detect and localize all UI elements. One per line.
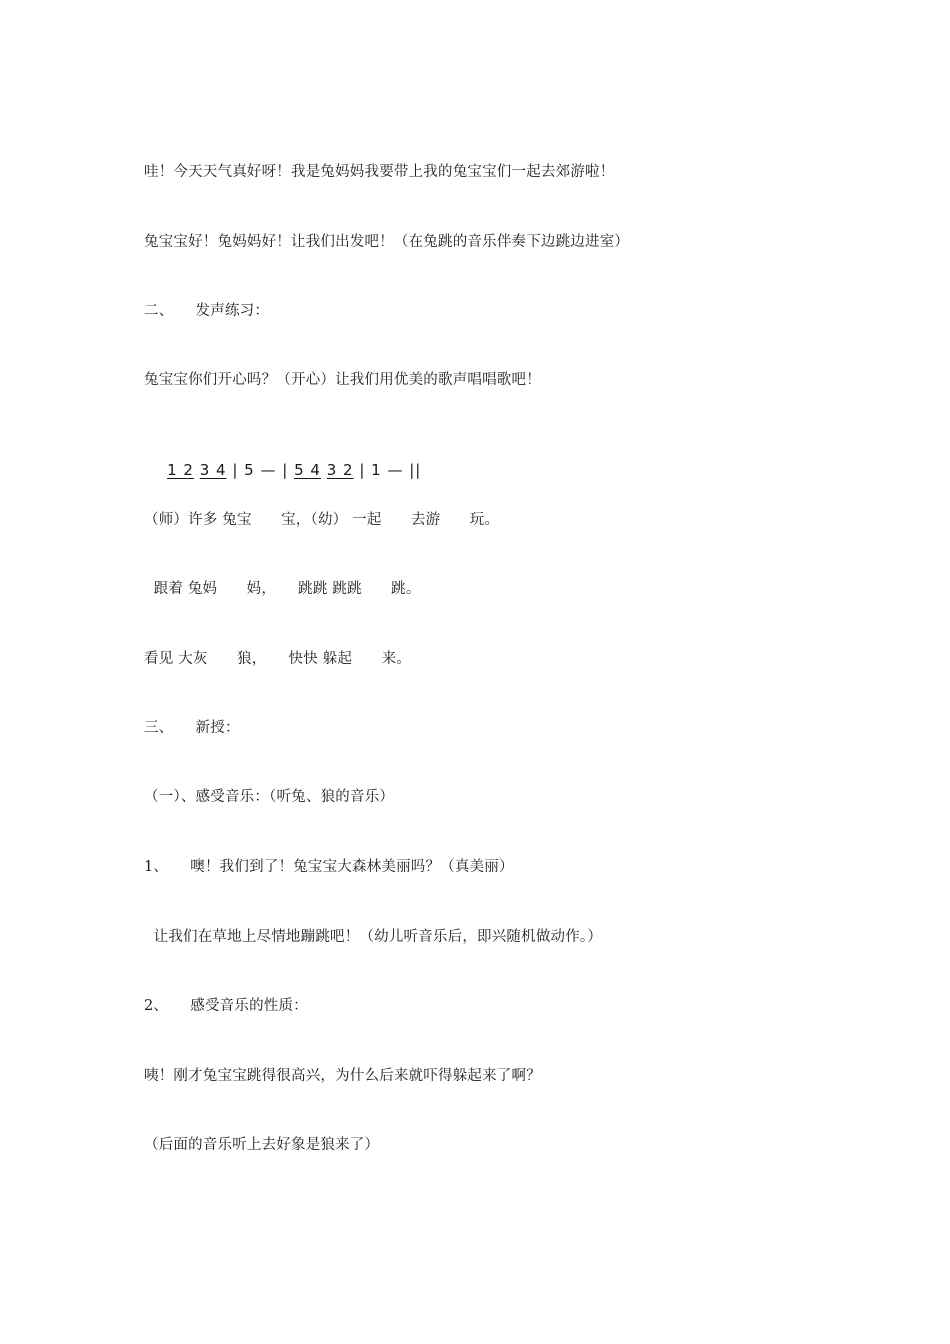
- notation-bar: | 1 — ||: [353, 461, 422, 479]
- music-notation: [144, 440, 421, 500]
- text-line: 兔宝宝好！兔妈妈好！让我们出发吧！（在兔跳的音乐伴奏下边跳边进室）: [144, 234, 630, 250]
- numbered-item: 2、 感受音乐的性质：: [144, 998, 308, 1014]
- text-line: 咦！刚才兔宝宝跳得很高兴，为什么后来就吓得躲起来了啊？: [144, 1068, 541, 1084]
- section-heading: 三、 新授：: [144, 720, 240, 736]
- notation-group: 3 4: [199, 461, 227, 479]
- text-line: 哇！今天天气真好呀！我是兔妈妈我要带上我的兔宝宝们一起去郊游啦！: [144, 164, 615, 180]
- notation-bar: | 5 — |: [226, 461, 295, 479]
- numbered-item: 1、 噢！我们到了！兔宝宝大森林美丽吗？（真美丽）: [144, 859, 514, 875]
- subsection-heading: （一）、感受音乐：（听兔、狼的音乐）: [144, 789, 395, 805]
- text-line: 让我们在草地上尽情地蹦跳吧！（幼儿听音乐后，即兴随机做动作。）: [144, 929, 603, 945]
- text-line: （后面的音乐听上去好象是狼来了）: [144, 1137, 380, 1153]
- lyric-line: （师）许多 兔宝 宝，（幼） 一起 去游 玩。: [144, 512, 500, 528]
- lyric-line: 跟着 兔妈 妈， 跳跳 跳跳 跳。: [144, 581, 421, 597]
- notation-group: 5 4: [294, 461, 321, 479]
- lyric-line: 看见 大灰 狼， 快快 躲起 来。: [144, 651, 411, 667]
- notation-group: 1 2: [167, 461, 194, 479]
- text-line: 兔宝宝你们开心吗？（开心）让我们用优美的歌声唱唱歌吧！: [144, 372, 541, 388]
- notation-group: 3 2: [326, 461, 354, 479]
- section-heading: 二、 发声练习：: [144, 303, 270, 319]
